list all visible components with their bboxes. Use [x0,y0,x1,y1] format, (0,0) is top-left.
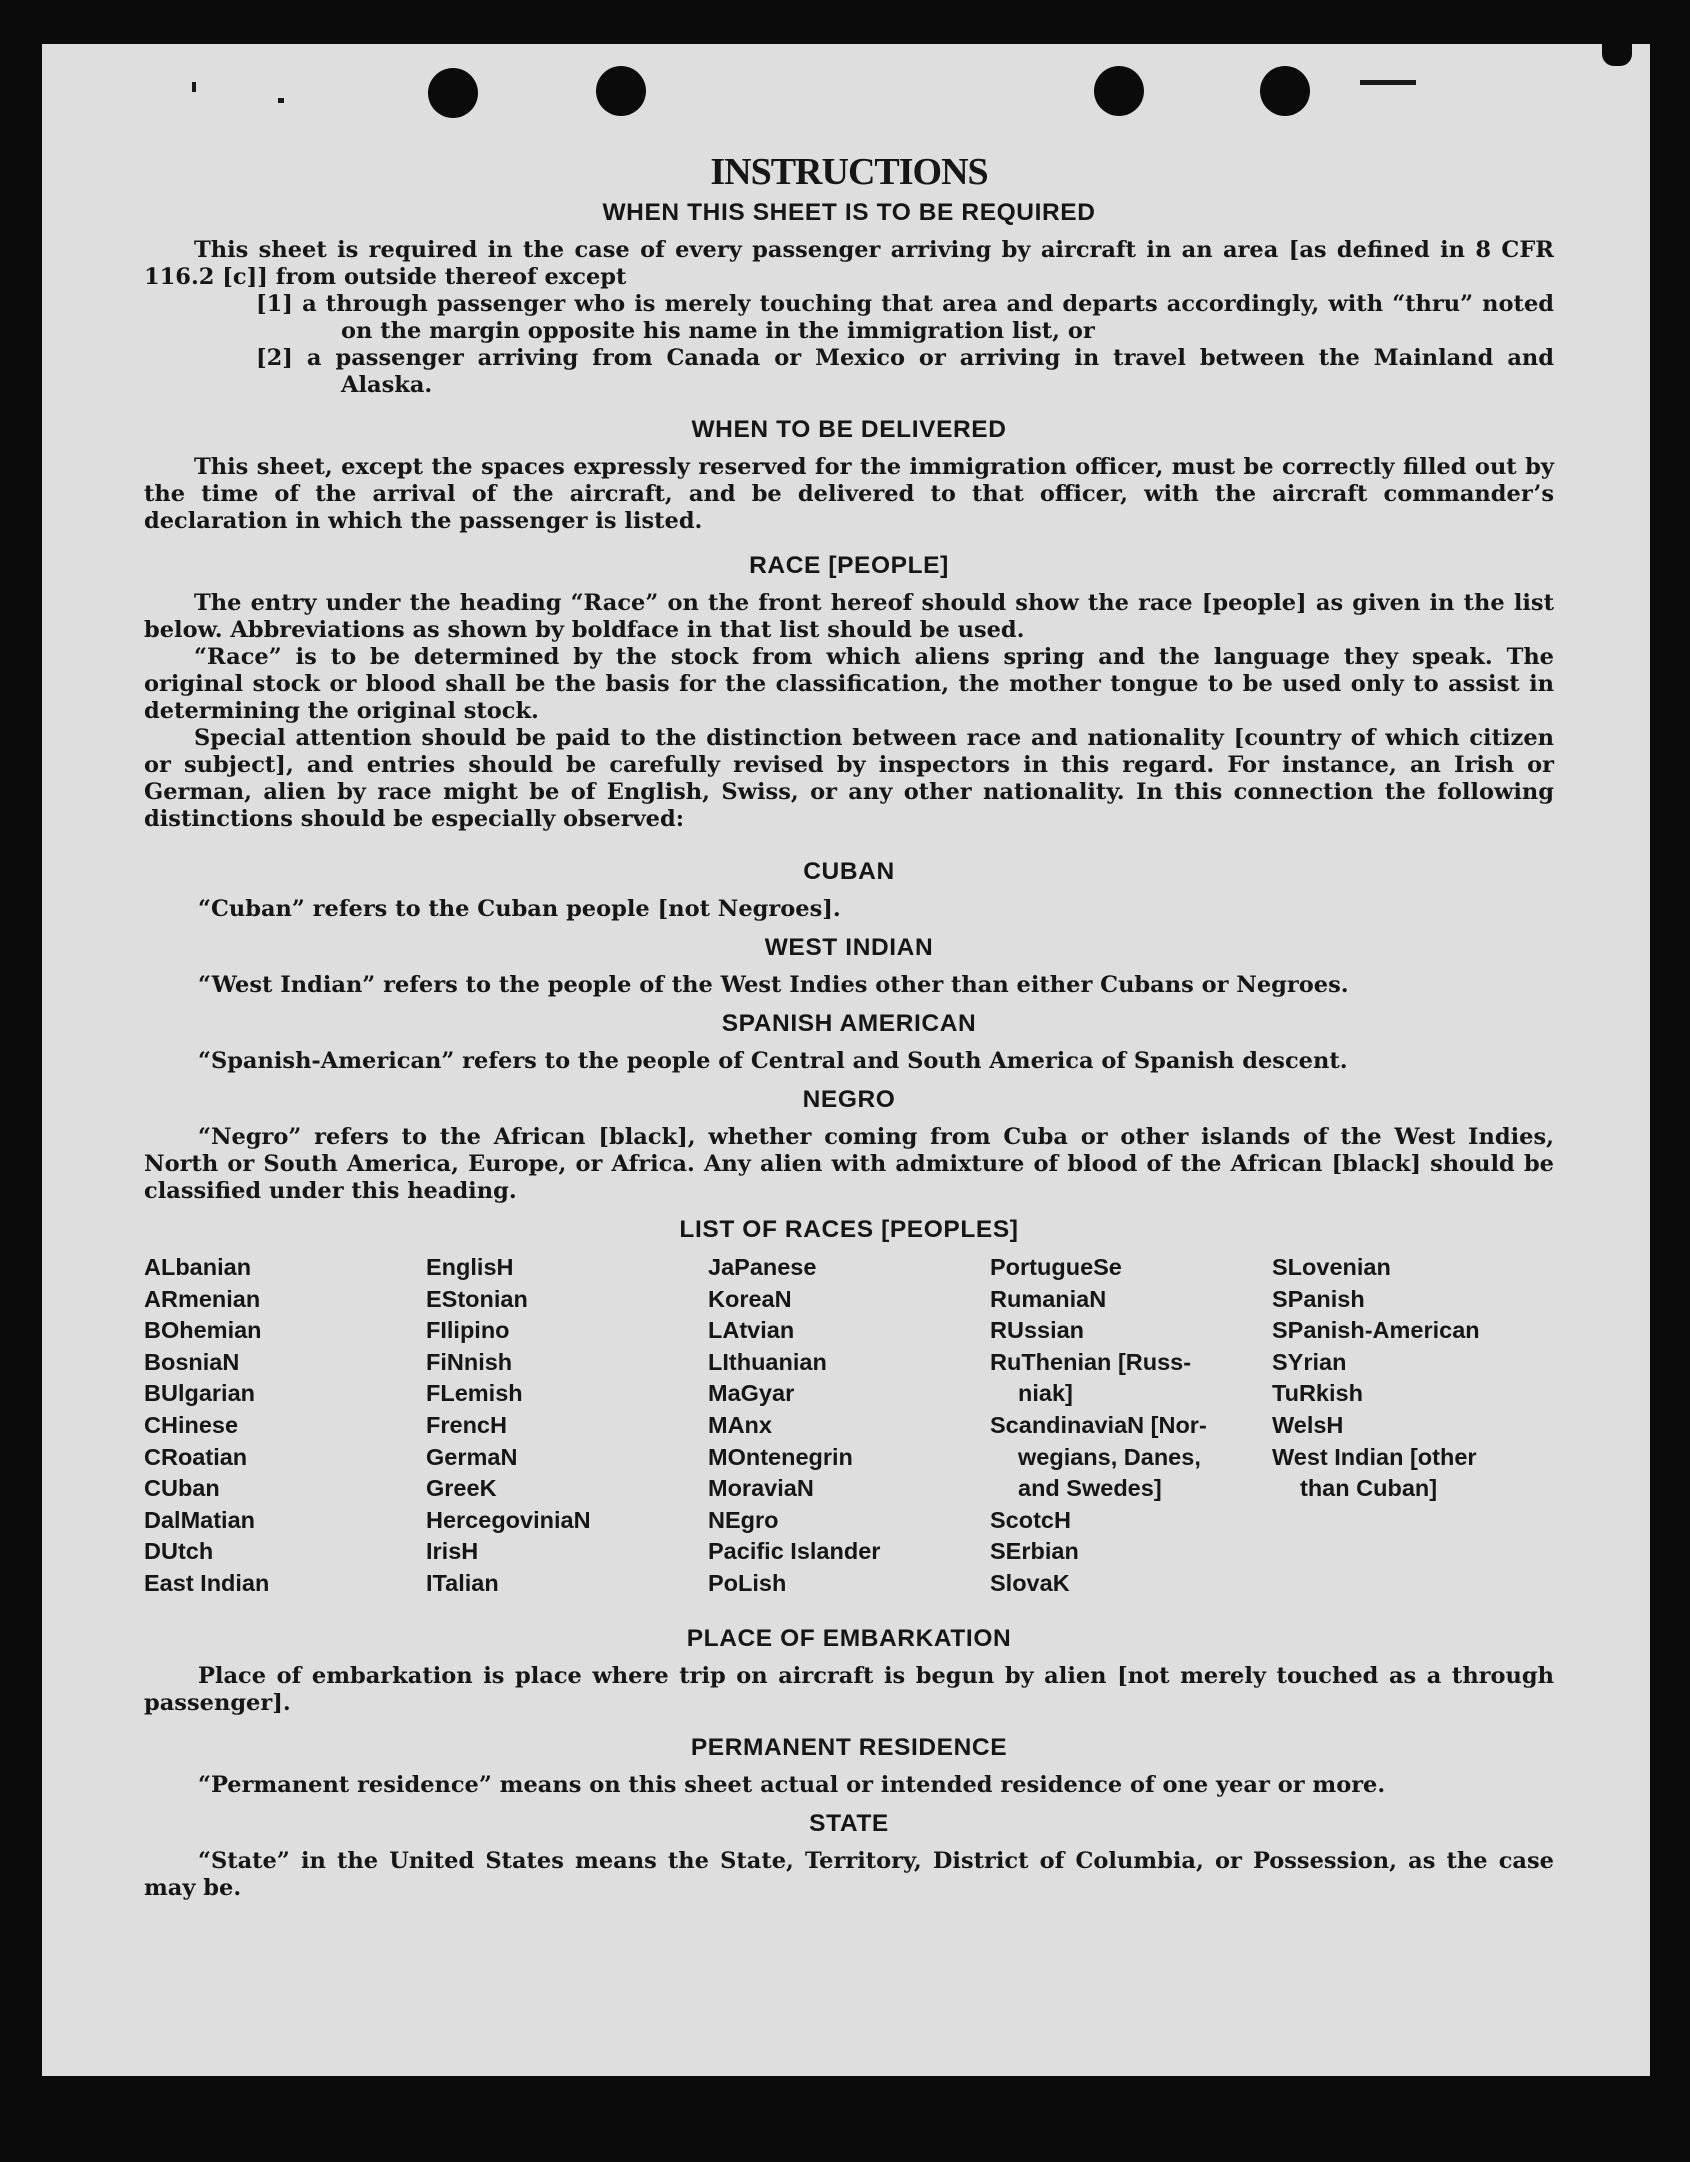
race-entry: ScandinaviaN [Nor- [990,1411,1207,1438]
race-entry: RuThenian [Russ- [990,1348,1192,1375]
race-entry: LAtvian [708,1317,795,1344]
races-column [708,1252,990,1600]
race-entry: DUtch [144,1538,214,1565]
race-entry: CHinese [144,1411,239,1438]
race-entry: IrisH [426,1538,479,1565]
race-entry: SLovenian [1272,1254,1391,1280]
race-entry: niak] [1018,1380,1073,1407]
ink-speck [1360,80,1416,85]
heading-residence: PERMANENT RESIDENCE [690,1733,1008,1761]
race-entry: KoreaN [708,1285,792,1312]
page-title: INSTRUCTIONS [710,151,988,193]
heading-negro: NEGRO [802,1086,896,1113]
heading-race: RACE [PEOPLE] [749,552,949,579]
race-entry: MAnx [708,1411,772,1438]
heading-when-required: WHEN THIS SHEET IS TO BE REQUIRED [602,199,1096,226]
race-entry: MaGyar [708,1380,795,1407]
race-entry: GreeK [426,1475,497,1502]
race-entry: JaPanese [708,1254,817,1280]
races-column [426,1252,708,1600]
negro-text: “Negro” refers to the African [black], whether coming from Cuba or other islands of the West Indies, North or South America, Europe, or Africa. Any alien with admixture of blood of the African [black] should be classified under this heading. [144,1124,1554,1204]
state-text: “State” in the United States means the State, Territory, District of Columbia, or Possession, as the case may be. [144,1847,1554,1901]
west-indian-text: “West Indian” refers to the people of the West Indies other than either Cubans or Negroes. [198,972,1349,998]
heading-spanish-american: SPANISH AMERICAN [721,1010,977,1037]
race-entry: ALbanian [144,1254,252,1280]
heading-west-indian: WEST INDIAN [764,934,934,961]
race-entry: NEgro [708,1506,779,1533]
race-entry: SlovaK [990,1569,1070,1596]
heading-list-of-races: LIST OF RACES [PEOPLES] [679,1216,1019,1243]
race-entry: BOhemian [144,1317,262,1344]
heading-cuban: CUBAN [803,858,895,885]
race-entry: TuRkish [1272,1380,1363,1407]
race-entry: SYrian [1272,1348,1347,1375]
race-entry: ScotcH [990,1506,1071,1533]
race-entry: MOntenegrin [708,1443,853,1470]
race-entry: West Indian [other [1272,1443,1477,1470]
punch-hole [1260,66,1310,116]
race-paragraph: Special attention should be paid to the distinction between race and nationality [country of which citizen or subject], and entries should be carefully revised by inspectors in this regard. For instance, an Irish or German, alien by race might be of English, Swiss, or any other nationality. In this connection the following distinctions should be especially observed: [144,725,1554,832]
race-entry: LIthuanian [708,1348,827,1375]
heading-state: STATE [809,1809,889,1837]
punch-hole [428,68,478,118]
race-entry: FrencH [426,1411,507,1438]
spanish-american-text: “Spanish-American” refers to the people of Central and South America of Spanish descent. [198,1048,1348,1074]
document-sheet [42,44,1650,2076]
races-list [144,1252,1554,1600]
punch-hole [1094,66,1144,116]
race-entry: SPanish [1272,1285,1365,1312]
race-entry: ARmenian [144,1285,261,1312]
race-entry: and Swedes] [1018,1475,1162,1502]
residence-text: “Permanent residence” means on this sheet actual or intended residence of one year or more. [198,1771,1386,1798]
race-entry: FiNnish [426,1348,513,1375]
race-entry: BUlgarian [144,1380,255,1407]
ink-speck [192,82,196,92]
race-entry: SErbian [990,1538,1079,1565]
race-entry: Pacific Islander [708,1538,881,1565]
race-entry: CRoatian [144,1443,248,1470]
when-delivered-text: This sheet, except the spaces expressly reserved for the immigration officer, must be correctly filled out by the time of the arrival of the aircraft, and be delivered to that officer, with the aircraft commander’s declaration in which the passenger is listed. [144,454,1554,534]
instructions-content [144,148,1554,1902]
race-entry: East Indian [144,1569,270,1596]
race-entry: DalMatian [144,1506,255,1533]
race-entry: wegians, Danes, [1018,1443,1201,1470]
heading-when-delivered: WHEN TO BE DELIVERED [691,416,1007,443]
races-column [990,1252,1272,1600]
race-entry: RumaniaN [990,1285,1107,1312]
races-column [144,1252,426,1600]
ink-speck [1602,44,1632,66]
race-entry: ITalian [426,1569,499,1596]
race-entry: EStonian [426,1285,528,1312]
embarkation-text: Place of embarkation is place where trip on aircraft is begun by alien [not merely touched as a through passenger]. [144,1662,1554,1716]
race-entry: CUban [144,1475,220,1502]
race-paragraph: “Race” is to be determined by the stock from which aliens spring and the language they speak. The original stock or blood shall be the basis for the classification, the mother tongue to be used only to assist in determining the original stock. [144,644,1554,724]
race-entry: WelsH [1272,1411,1344,1438]
race-entry: PortugueSe [990,1254,1122,1280]
race-entry: FIlipino [426,1317,510,1344]
heading-embarkation: PLACE OF EMBARKATION [686,1624,1012,1652]
race-entry: BosniaN [144,1348,240,1375]
races-column [1272,1252,1554,1600]
when-required-intro: This sheet is required in the case of every passenger arriving by aircraft in an area [as defined in 8 CFR 116.2 [c]] from outside thereof except [144,237,1554,290]
race-entry: than Cuban] [1300,1475,1438,1502]
race-entry: GermaN [426,1443,518,1470]
when-required-item: [2] a passenger arriving from Canada or Mexico or arriving in travel between the Mainland and Alaska. [256,345,1554,398]
race-entry: EnglisH [426,1254,514,1280]
cuban-text: “Cuban” refers to the Cuban people [not Negroes]. [198,896,841,922]
ink-speck [278,98,284,103]
when-required-item: [1] a through passenger who is merely touching that area and departs accordingly, with “thru” noted on the margin opposite his name in the immigration list, or [256,291,1554,344]
race-entry: FLemish [426,1380,523,1407]
race-entry: MoraviaN [708,1475,814,1502]
race-entry: RUssian [990,1317,1085,1344]
race-entry: SPanish-American [1272,1317,1480,1344]
punch-hole [596,66,646,116]
race-paragraph: The entry under the heading “Race” on the front hereof should show the race [people] as given in the list below. Abbreviations as shown by boldface in that list should be used. [144,590,1554,643]
race-entry: PoLish [708,1569,787,1596]
race-entry: HercegoviniaN [426,1506,591,1533]
